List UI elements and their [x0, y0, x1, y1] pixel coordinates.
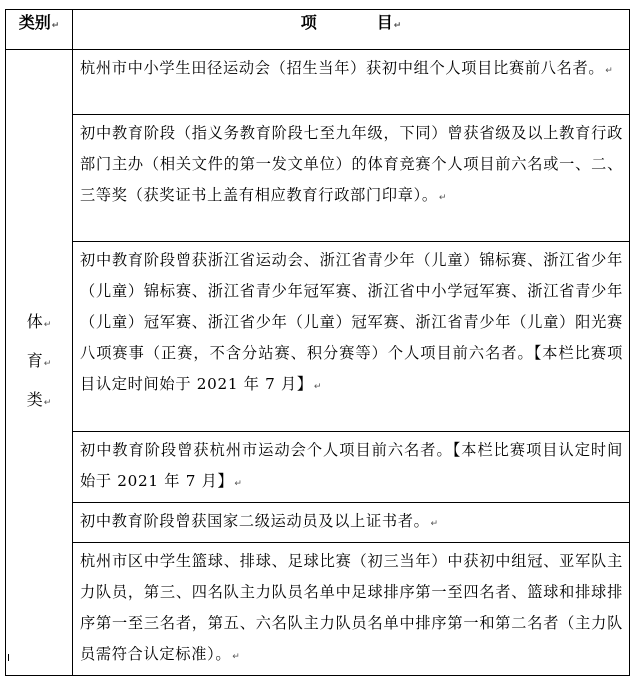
- paragraph-mark-icon: ↵: [43, 320, 52, 330]
- table-row: [6, 242, 630, 432]
- item-text: 初中教育阶段曾获国家二级运动员及以上证书者。: [80, 512, 430, 530]
- paragraph-mark-icon: ↵: [313, 382, 322, 392]
- table-row: [6, 115, 630, 242]
- page-edge-line: [8, 654, 9, 661]
- paragraph-mark-icon: ↵: [232, 652, 240, 662]
- table-row: [6, 432, 630, 503]
- table-row: [6, 503, 630, 543]
- item-text: 杭州市区中学生篮球、排球、足球比赛（初三当年）中获初中组冠、亚军队主力队员，第三、四名队主力队员名单中足球排序第一至四名者、篮球和排球排序第一至三名者，第五、六名队主力队员名单中排序第一和第二名者（主力队员需符合认定标准）。: [80, 552, 623, 663]
- item-cell: [73, 503, 630, 543]
- category-cell: [6, 50, 73, 676]
- header-item-char-1: 项: [300, 13, 317, 32]
- paragraph-mark-icon: ↵: [43, 359, 52, 369]
- table-row: [6, 543, 630, 676]
- header-item-char-2: 目: [376, 13, 393, 32]
- header-category: [6, 10, 73, 50]
- category-char: 类↵: [26, 390, 52, 409]
- item-cell: [73, 543, 630, 676]
- item-text: 初中教育阶段（指义务教育阶段七至九年级，下同）曾获省级及以上教育行政部门主办（相关文件的第一发文单位）的体育竞赛个人项目前六名或一、二、三等奖（获奖证书上盖有相应教育行政部门印章）。: [80, 124, 623, 204]
- header-category-text: 类别: [18, 13, 51, 32]
- eligibility-table: [5, 9, 630, 676]
- table-row: [6, 50, 630, 115]
- item-cell: [73, 115, 630, 242]
- paragraph-mark-icon: ↵: [51, 21, 60, 31]
- paragraph-mark-icon: ↵: [43, 398, 52, 408]
- category-char: 育↵: [26, 351, 52, 370]
- paragraph-mark-icon: ↵: [438, 193, 447, 203]
- item-text: 杭州市中小学生田径运动会（招生当年）获初中组个人项目比赛前八名者。: [80, 59, 605, 77]
- paragraph-mark-icon: ↵: [234, 479, 242, 489]
- header-item: [73, 10, 630, 50]
- item-cell: [73, 242, 630, 432]
- item-cell: [73, 50, 630, 115]
- paragraph-mark-icon: ↵: [430, 519, 439, 529]
- item-cell: [73, 432, 630, 503]
- header-row: [6, 10, 630, 50]
- category-char: 体↵: [26, 312, 52, 331]
- item-text: 初中教育阶段曾获浙江省运动会、浙江省青少年（儿童）锦标赛、浙江省少年（儿童）锦标赛、浙江省青少年冠军赛、浙江省中小学冠军赛、浙江省青少年（儿童）冠军赛、浙江省少年（儿童）冠军赛、浙江省青少年（儿童）阳光赛八项赛事（正赛，不含分站赛、积分赛等）个人项目前六名者。【本栏比赛项目认定时间始于 2021 年 7 月】: [80, 251, 623, 393]
- item-text: 初中教育阶段曾获杭州市运动会个人项目前六名者。【本栏比赛项目认定时间始于 2021 年 7 月】: [80, 441, 623, 490]
- paragraph-mark-icon: ↵: [605, 66, 613, 76]
- paragraph-mark-icon: ↵: [393, 21, 402, 31]
